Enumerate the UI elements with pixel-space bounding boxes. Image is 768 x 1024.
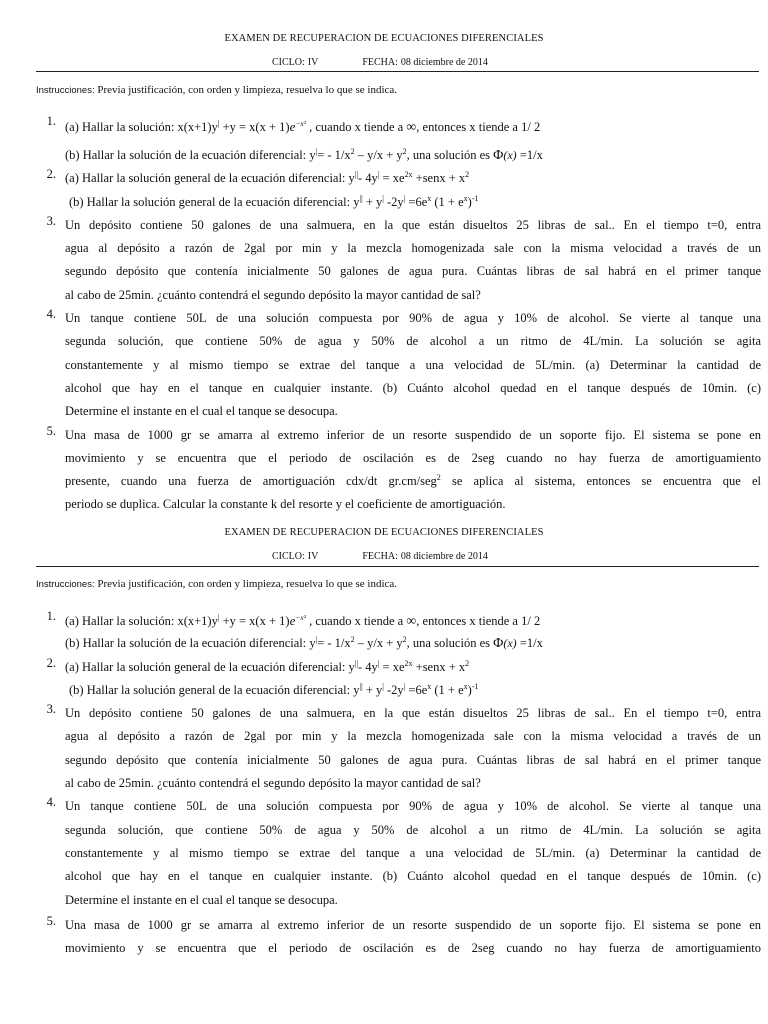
question-number: 2. <box>46 655 56 670</box>
question-list <box>36 114 761 517</box>
question-number: 2. <box>46 167 56 182</box>
question-5: 5. Una masa de 1000 gr se amarra al extremo inferior de un resorte suspendido de un soporte fijo. El sistema se pone en movimiento y se encuentra que el periodo de oscilación es de 2seg cuando no hay fuerza de amortiguamiento presente, cuando una fuerza de amortiguación cdx/dt gr.cm/seg$^2$ se aplica al sistema, entonces se encuentra que el periodo se duplica. Calcular la constante k del resorte y el coeficiente de amortiguación. <box>36 424 761 517</box>
instructions <box>36 84 761 96</box>
instructions-label: Instrucciones: <box>36 85 95 96</box>
question-number: 1. <box>46 609 56 623</box>
question-3: 3. Un depósito contiene 50 galones de una salmuera, en la que están disueltos 25 libras de sal.. En el tiempo t=0, entra agua al depósito a razón de 2gal por min y la mezcla homogenizada sale con la misma velocidad a través de un segundo depósito que contenía inicialmente 50 galones de agua pura. Cuántas libras de sal habrá en el primer tanque al cabo de 25min. ¿cuánto contendrá el segundo depósito la mayor cantidad de sal? <box>36 214 761 307</box>
cycle-label: CICLO: <box>272 57 305 68</box>
question-list <box>36 609 761 960</box>
question-2b: (b) Hallar la solución general de la ecuación diferencial: y|| + y| $-2y^| =6e^x$ $(1 + e^x)^{-1}$ <box>69 681 479 697</box>
cycle-value: IV <box>307 57 319 68</box>
header-divider <box>36 566 759 567</box>
question-number: 3. <box>46 702 56 717</box>
question-1 <box>36 114 761 167</box>
question-2a: (a) Hallar la solución general de la ecuación diferencial: y||- $4y^| = xe^{2x}$ +senx + $x^2$ <box>65 170 470 186</box>
instructions-text: Previa justificación, con orden y limpieza, resuelva lo que se indica. <box>94 84 398 96</box>
infinity-symbol: ∞ <box>406 614 417 629</box>
question-2a: (a) Hallar la solución general de la ecuación diferencial: y||- $4y^| = xe^{2x}$ +senx + $x^2$ <box>65 658 470 674</box>
question-4: 4. Un tanque contiene 50L de una solución compuesta por 90% de agua y 10% de alcohol. Se vierte al tanque una segunda solución, que contiene 50% de agua y 50% de alcohol a un ritmo de 4L/min. La solución se agita constantemente y al mismo tiempo se extrae del tanque a una velocidad de 5L/min. (a) Determinar la cantidad de alcohol que hay en el tanque en cualquier instante. (b) Cuánto alcohol quedad en el tanque después de 10min. (c) Determine el instante en el cual el tanque se desocupa. <box>36 307 761 423</box>
cycle-label: CICLO: <box>272 551 305 562</box>
exam-title: EXAMEN DE RECUPERACION DE ECUACIONES DIFERENCIALES <box>224 33 544 44</box>
question-number: 3. <box>46 213 56 228</box>
instructions-text: Previa justificación, con orden y limpieza, resuelva lo que se indica. <box>94 578 398 590</box>
date-label: FECHA: <box>362 57 398 68</box>
question-2 <box>36 656 761 703</box>
infinity-symbol: ∞ <box>406 120 417 135</box>
question-1b: (b) Hallar la solución de la ecuación diferencial: $y^|= - 1/x^2 - y/x + y^2$, una solución es Φ(x) =1/x <box>65 635 543 652</box>
question-number: 4. <box>46 795 56 810</box>
question-3: 3. Un depósito contiene 50 galones de una salmuera, en la que están disueltos 25 libras de sal.. En el tiempo t=0, entra agua al depósito a razón de 2gal por min y la mezcla homogenizada sale con la misma velocidad a través de un segundo depósito que contenía inicialmente 50 galones de agua pura. Cuántas libras de sal habrá en el primer tanque al cabo de 25min. ¿cuánto contendrá el segundo depósito la mayor cantidad de sal? <box>36 702 761 795</box>
header-divider <box>36 71 759 72</box>
question-2 <box>36 167 761 214</box>
exam-title: EXAMEN DE RECUPERACION DE ECUACIONES DIFERENCIALES <box>224 527 544 538</box>
question-number: 1. <box>46 114 56 128</box>
question-number: 4. <box>46 307 56 322</box>
question-number: 5. <box>46 913 56 928</box>
question-1b: (b) Hallar la solución de la ecuación diferencial: $y^|= - 1/x^2 - y/x + y^2$, una solución es Φ(x) =1/x <box>65 147 543 163</box>
date-value: 08 diciembre de 2014 <box>400 57 488 68</box>
question-number: 5. <box>46 423 56 438</box>
question-4: 4. Un tanque contiene 50L de una solución compuesta por 90% de agua y 10% de alcohol. Se vierte al tanque una segunda solución, que contiene 50% de agua y 50% de alcohol a un ritmo de 4L/min. La solución se agita constantemente y al mismo tiempo se extrae del tanque a una velocidad de 5L/min. (a) Determinar la cantidad de alcohol que hay en el tanque en cualquier instante. (b) Cuánto alcohol quedad en el tanque después de 10min. (c) Determine el instante en el cual el tanque se desocupa. <box>36 795 761 911</box>
question-5: 5. Una masa de 1000 gr se amarra al extremo inferior de un resorte suspendido de un soporte fijo. El sistema se pone en movimiento y se encuentra que el periodo de oscilación es de 2seg cuando no hay fuerza de amortiguamiento <box>36 914 761 961</box>
exam-meta <box>272 551 488 562</box>
question-1a: (a) Hallar la solución: $x(x+1)y^| +y = x(x + 1)e^{-x^2}$ , cuando x tiende a ∞, entonces x tiende a 1/ 2 <box>65 613 541 629</box>
date-label: FECHA: <box>362 551 398 562</box>
question-1 <box>36 609 761 656</box>
cycle-value: IV <box>307 551 319 562</box>
question-1a: (a) Hallar la solución: $x(x+1)y^| +y = x(x + 1)e^{-x^2}$ , cuando x tiende a ∞, entonces x tiende a 1/ 2 <box>65 119 541 135</box>
question-2b: (b) Hallar la solución general de la ecuación diferencial: y|| + y| $-2y^| =6e^x$ $(1 + e^x)^{-1}$ <box>69 193 479 209</box>
instructions <box>36 578 761 590</box>
exam-meta <box>272 57 488 68</box>
instructions-label: Instrucciones: <box>36 579 95 590</box>
date-value: 08 diciembre de 2014 <box>400 551 488 562</box>
